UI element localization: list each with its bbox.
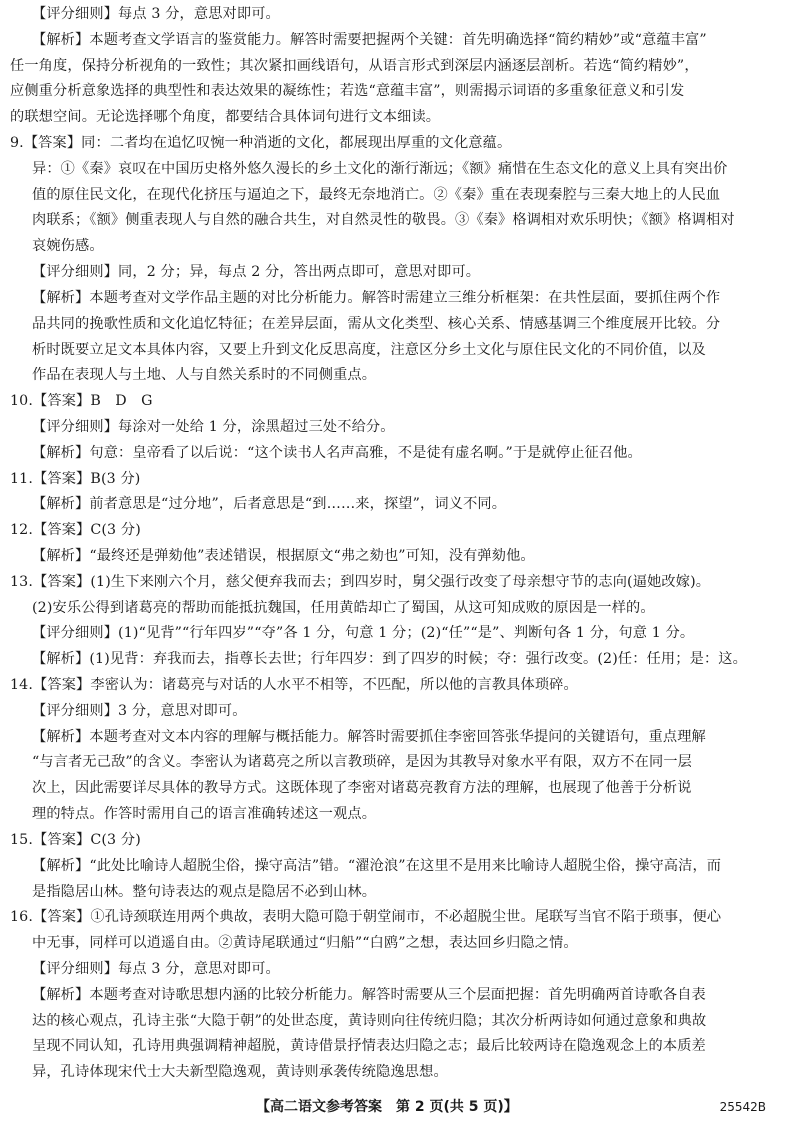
text-line: 达的核心观点，孔诗主张“大隐于朝”的处世态度，黄诗则向往传统归隐；其次分析两诗如何通过意象和典故 xyxy=(32,1012,707,1029)
text-line: 品共同的挽歌性质和文化追忆特征；在差异层面，需从文化类型、核心关系、情感基调三个维度展开比较。分 xyxy=(32,315,721,332)
text-line: 异，孔诗体现宋代士大夫新型隐逸观，黄诗则承袭传统隐逸思想。 xyxy=(32,1064,448,1081)
text-line: 14.【答案】李密认为：诸葛亮与对话的人水平不相等，不匹配，所以他的言教具体琐碎。 xyxy=(10,677,578,694)
text-line: 【解析】“最终还是弹劾他”表述错误，根据原文“弗之劾也”可知，没有弹劾他。 xyxy=(32,548,535,564)
text-line: 12.【答案】C(3 分) xyxy=(10,522,141,539)
footer-title: 【高二语文参考答案 第 2 页(共 5 页)】 xyxy=(256,1099,518,1115)
text-line: 【解析】本题考查文学语言的鉴赏能力。解答时需要把握两个关键：首先明确选择“简约精妙”或“意蕴丰富” xyxy=(32,31,707,48)
text-line: 【解析】本题考查对文学作品主题的对比分析能力。解答时需建立三维分析框架：在共性层面，要抓住两个作 xyxy=(32,289,721,306)
text-line: 中无事，同样可以逍遥自由。②黄诗尾联通过“归船”“白鸥”之想，表达回乡归隐之情。 xyxy=(32,935,578,952)
text-line: 【解析】“此处比喻诗人超脱尘俗，操守高洁”错。“濯沧浪”在这里不是用来比喻诗人超脱尘俗，操守高洁，而 xyxy=(32,857,722,874)
text-line: 异：①《秦》哀叹在中国历史格外悠久漫长的乡土文化的渐行渐远；《额》痛惜在生态文化的意义上具有突出价 xyxy=(32,160,728,177)
text-line: (2)安乐公得到诸葛亮的帮助而能抵抗魏国，任用黄皓却亡了蜀国，从这可知成败的原因是一样的。 xyxy=(32,599,655,616)
text-line: 【解析】前者意思是“过分地”，后者意思是“到……来，探望”，词义不同。 xyxy=(32,496,507,513)
text-line: 应侧重分析意象选择的典型性和表达效果的凝练性；若选“意蕴丰富”，则需揭示词语的多重象征意义和引发 xyxy=(10,83,685,100)
text-line: 【解析】(1)见背：弃我而去，指尊长去世；行年四岁：到了四岁的时候；夺：强行改变。(2)任：任用；是：这。 xyxy=(32,651,747,668)
text-line: 【解析】本题考查对诗歌思想内涵的比较分析能力。解答时需要从三个层面把握：首先明确两首诗歌各自表 xyxy=(32,986,706,1003)
text-line: 11.【答案】B(3 分) xyxy=(10,470,141,487)
page-footer xyxy=(0,1094,800,1120)
text-line: 呈现不同认知，孔诗用典强调精神超脱，黄诗借景抒情表达归隐之志；最后比较两诗在隐逸观念上的本质差 xyxy=(32,1038,706,1055)
text-line: 值的原住民文化，在现代化挤压与逼迫之下，最终无奈地消亡。②《秦》重在表现秦腔与三秦大地上的人民血 xyxy=(32,186,721,203)
text-line: 10.【答案】B D G xyxy=(10,393,153,410)
text-line: 任一角度，保持分析视角的一致性；其次紧扣画线语句，从语言形式到深层内涵逐层剖析。若选“简约精妙”， xyxy=(10,57,699,74)
text-line: 15.【答案】C(3 分) xyxy=(10,831,141,848)
text-line: 【评分细则】3 分，意思对即可。 xyxy=(32,702,247,719)
text-line: 【解析】本题考查对文本内容的理解与概括能力。解答时需要抓住李密回答张华提问的关键语句，重点理解 xyxy=(32,728,706,745)
footer-code: 25542B xyxy=(719,1100,766,1114)
text-line: 【评分细则】每涂对一处给 1 分，涂黑超过三处不给分。 xyxy=(32,418,395,435)
text-line: 析时既要立足文本具体内容，又要上升到文化反思高度，注意区分乡土文化与原住民文化的不同价值，以及 xyxy=(32,341,706,358)
text-line: 是指隐居山林。整句诗表达的观点是隐居不必到山林。 xyxy=(32,883,377,900)
text-line: 的联想空间。无论选择哪个角度，都要结合具体词句进行文本细读。 xyxy=(10,109,441,126)
text-line: 【评分细则】(1)“见背”“行年四岁”“夺”各 1 分，句意 1 分；(2)“任”“是”、判断句各 1 分，句意 1 分。 xyxy=(32,625,695,642)
text-line: 理的特点。作答时需用自己的语言准确转述这一观点。 xyxy=(32,806,377,823)
text-line: “与言者无己敌”的含义。李密认为诸葛亮之所以言教琐碎，是因为其教导对象水平有限，双方不在同一层 xyxy=(32,754,692,771)
text-line: 次上，因此需要详尽具体的教导方式。这既体现了李密对诸葛亮教育方法的理解，也展现了他善于分析说 xyxy=(32,780,692,797)
text-line: 作品在表现人与土地、人与自然关系时的不同侧重点。 xyxy=(32,367,377,384)
text-line: 【评分细则】每点 3 分，意思对即可。 xyxy=(32,960,280,977)
text-line: 【评分细则】每点 3 分，意思对即可。 xyxy=(32,6,280,22)
text-line: 【解析】句意：皇帝看了以后说：“这个读书人名声高雅，不是徒有虚名啊。”于是就停止征召他。 xyxy=(32,444,642,461)
text-line: 【评分细则】同，2 分；异，每点 2 分，答出两点即可，意思对即可。 xyxy=(32,264,481,281)
text-line: 13.【答案】(1)生下来刚六个月，慈父便弃我而去；到四岁时，舅父强行改变了母亲想守节的志向(逼她改嫁)。 xyxy=(10,573,711,590)
text-line: 16.【答案】①孔诗颈联连用两个典故，表明大隐可隐于朝堂闹市，不必超脱尘世。尾联写当官不陷于琐事，便心 xyxy=(10,909,722,926)
text-line: 肉联系；《额》侧重表现人与自然的融合共生，对自然灵性的敬畏。③《秦》格调相对欢乐明快；《额》格调相对 xyxy=(32,212,735,229)
text-line: 哀婉伤感。 xyxy=(32,238,104,255)
text-line: 9.【答案】同：二者均在追忆叹惋一种消逝的文化，都展现出厚重的文化意蕴。 xyxy=(10,135,512,152)
